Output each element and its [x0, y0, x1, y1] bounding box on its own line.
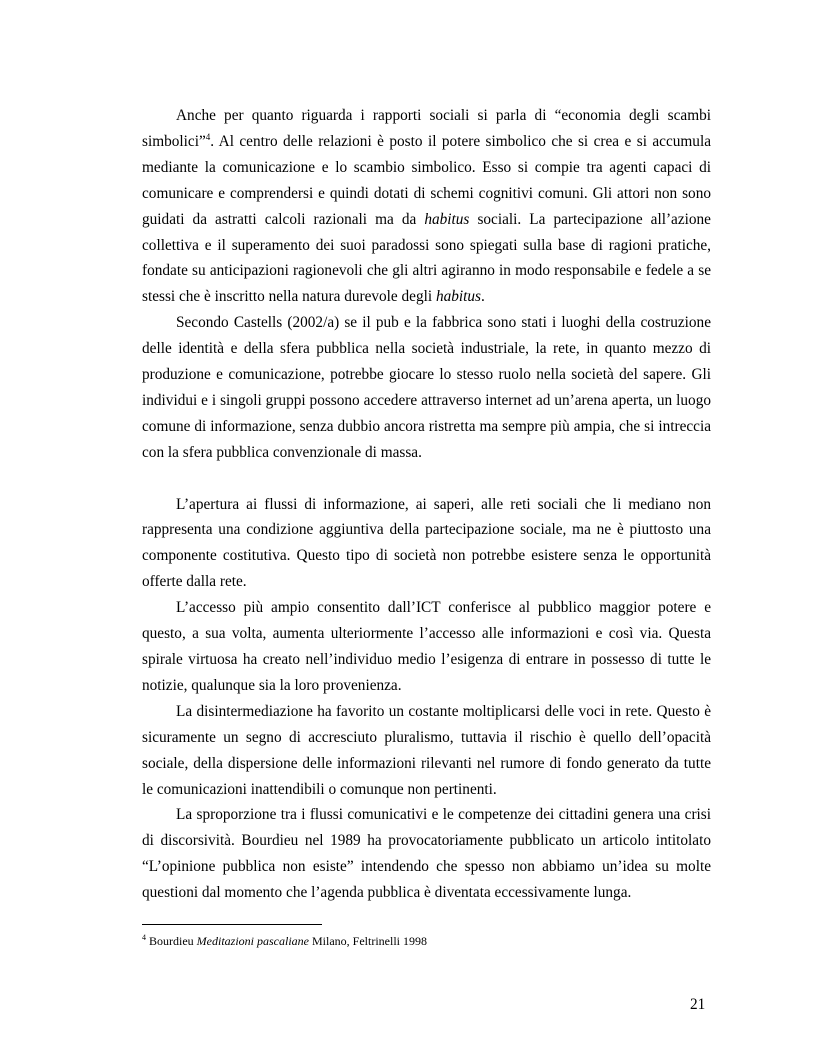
footnote-publisher: Milano, Feltrinelli 1998: [312, 934, 427, 948]
footnote-reference: 4: [205, 131, 211, 142]
paragraph-5: La disintermediazione ha favorito un costante moltiplicarsi delle voci in rete. Questo è sicuramente un segno di accresciuto pluralismo, tuttavia il rischio è quello dell’opacità sociale, della dispersione delle informazioni rilevanti nel rumore di fondo generato da tutte le comunicazioni inattendibili o comunque non pertinenti.: [142, 702, 711, 798]
paragraph-4: L’accesso più ampio consentito dall’ICT conferisce al pubblico maggior potere e questo, a sua volta, aumenta ulteriormente l’accesso alle informazioni e così via. Questa spirale virtuosa ha creato nell’individuo medio l’esigenza di entrare in possesso di tutte le notizie, qualunque sia la loro provenienza.: [142, 599, 711, 694]
habitus-italic-2: habitus: [435, 288, 481, 306]
footnote: [142, 933, 711, 949]
paragraph-1: [142, 103, 711, 310]
paragraph-6: La sproporzione tra i flussi comunicativi e le competenze dei cittadini genera una crisi di discorsività. Bourdieu nel 1989 ha provocatoriamente pubblicato un articolo intitolato “L’opinione pubblica non esiste” intendendo che spesso non abbiamo un’idea su molte questioni dal momento che l’agenda pubblica è diventata eccessivamente lunga.: [142, 806, 711, 902]
footnote-separator: [142, 924, 322, 925]
paragraph-1-part-b: . Al centro delle relazioni è posto il potere simbolico che si crea e si accumula mediante la comunicazione e lo scambio simbolico. Esso si compie tra agenti capaci di comunicare e comprendersi e quindi dotati di schemi cognitivi comuni. Gli attori non sono guidati da astratti calcoli razionali ma da: [142, 132, 711, 228]
paragraph-1-part-c: sociali. La partecipazione all’azione collettiva e il superamento dei suoi paradossi sono spiegati sulla base di ragioni pratiche, fondate su anticipazioni ragionevoli che gli altri agiranno in modo responsabile e fedele a se stessi che è inscritto nella natura durevole degli: [142, 210, 711, 306]
body-text: [142, 103, 711, 906]
footnote-marker: 4: [142, 933, 146, 942]
paragraph-1-part-d: .: [481, 288, 485, 306]
paragraph-1-part-a: Anche per quanto riguarda i rapporti sociali si parla di “economia degli scambi simbolici”: [142, 107, 711, 150]
paragraph-2: Secondo Castells (2002/a) se il pub e la fabbrica sono stati i luoghi della costruzione delle identità e della sfera pubblica nella società industriale, la rete, in quanto mezzo di produzione e comunicazione, potrebbe giocare lo stesso ruolo nella società del sapere. Gli individui e i singoli gruppi possono accedere attraverso internet ad un’arena aperta, un luogo comune di informazione, senza dubbio ancora ristretta ma sempre più ampia, che si intreccia con la sfera pubblica convenzionale di massa.: [142, 314, 711, 461]
paragraph-3: L’apertura ai flussi di informazione, ai saperi, alle reti sociali che li mediano non rappresenta una condizione aggiuntiva della partecipazione sociale, ma ne è piuttosto una componente costitutiva. Questo tipo di società non potrebbe esistere senza le opportunità offerte dalla rete.: [142, 495, 711, 591]
habitus-italic-1: habitus: [424, 210, 470, 228]
footnote-title: Meditazioni pascaliane: [196, 934, 309, 948]
page-number: 21: [690, 996, 706, 1013]
footnote-author: Bourdieu: [149, 934, 194, 948]
